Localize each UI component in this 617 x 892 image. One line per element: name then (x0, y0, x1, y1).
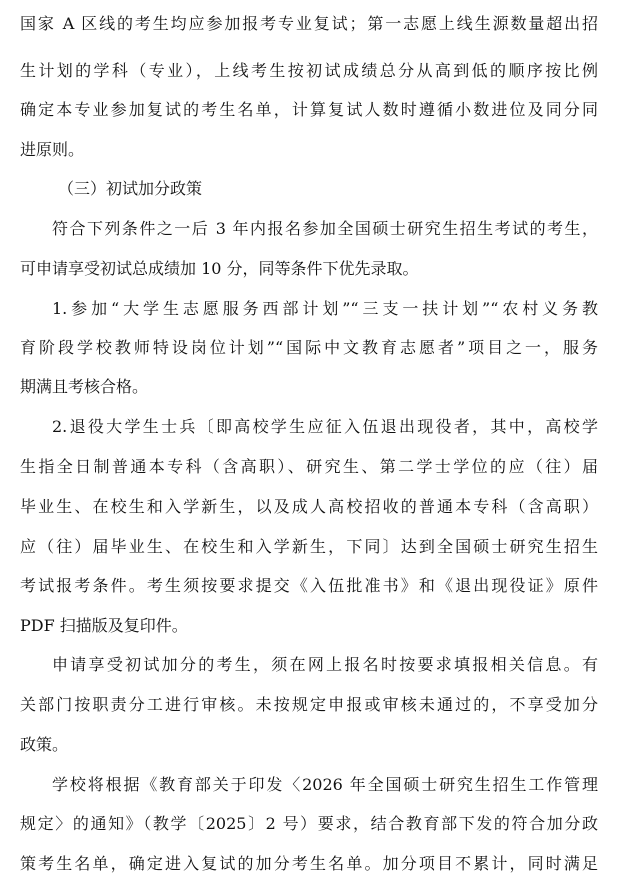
paragraph-line: 可申请享受初试总成绩加 10 分，同等条件下优先录取。 (20, 259, 419, 278)
paragraph-line: 国家 A 区线的考生均应参加报考专业复试；第一志愿上线生源数量超出招 (20, 14, 598, 33)
paragraph-line: 确定本专业参加复试的考生名单，计算复试人数时遵循小数进位及同分同 (20, 100, 598, 119)
list-item-line: 2.退役大学生士兵〔即高校学生应征入伍退出现役者，其中，高校学 (52, 417, 598, 436)
paragraph-line: 关部门按职责分工进行审核。未按规定申报或审核未通过的，不享受加分 (20, 695, 598, 714)
list-item-line: 考试报考条件。考生须按要求提交《入伍批准书》和《退出现役证》原件 (20, 576, 598, 595)
section-heading: （三）初试加分政策 (58, 179, 203, 198)
list-item-line: 期满且考核合格。 (20, 377, 149, 396)
paragraph-line: 学校将根据《教育部关于印发〈2026 年全国硕士研究生招生工作管理 (52, 775, 598, 794)
list-item-line: PDF 扫描版及复印件。 (20, 616, 188, 635)
list-item-line: 应（往）届毕业生、在校生和入学新生，下同〕达到全国硕士研究生招生 (20, 537, 598, 556)
list-item-line: 育阶段学校教师特设岗位计划”“国际中文教育志愿者”项目之一，服务 (20, 338, 598, 357)
paragraph-line: 符合下列条件之一后 3 年内报名参加全国硕士研究生招生考试的考生， (52, 219, 598, 238)
paragraph-line: 进原则。 (20, 140, 85, 159)
paragraph-line: 策考生名单，确定进入复试的加分考生名单。加分项目不累计，同时满足 (20, 854, 598, 873)
paragraph-line: 政策。 (20, 735, 69, 754)
list-item-line: 毕业生、在校生和入学新生，以及成人高校招收的普通本专科（含高职） (20, 497, 598, 516)
list-item-line: 生指全日制普通本专科（含高职）、研究生、第二学士学位的应（往）届 (20, 457, 598, 476)
paragraph-line: 规定〉的通知》（教学〔2025〕2 号）要求，结合教育部下发的符合加分政 (20, 814, 598, 833)
paragraph-line: 生计划的学科（专业），上线考生按初试成绩总分从高到低的顺序按比例 (20, 61, 598, 80)
list-item-line: 1.参加“大学生志愿服务西部计划”“三支一扶计划”“农村义务教 (52, 299, 598, 318)
paragraph-line: 申请享受初试加分的考生，须在网上报名时按要求填报相关信息。有 (52, 655, 598, 674)
